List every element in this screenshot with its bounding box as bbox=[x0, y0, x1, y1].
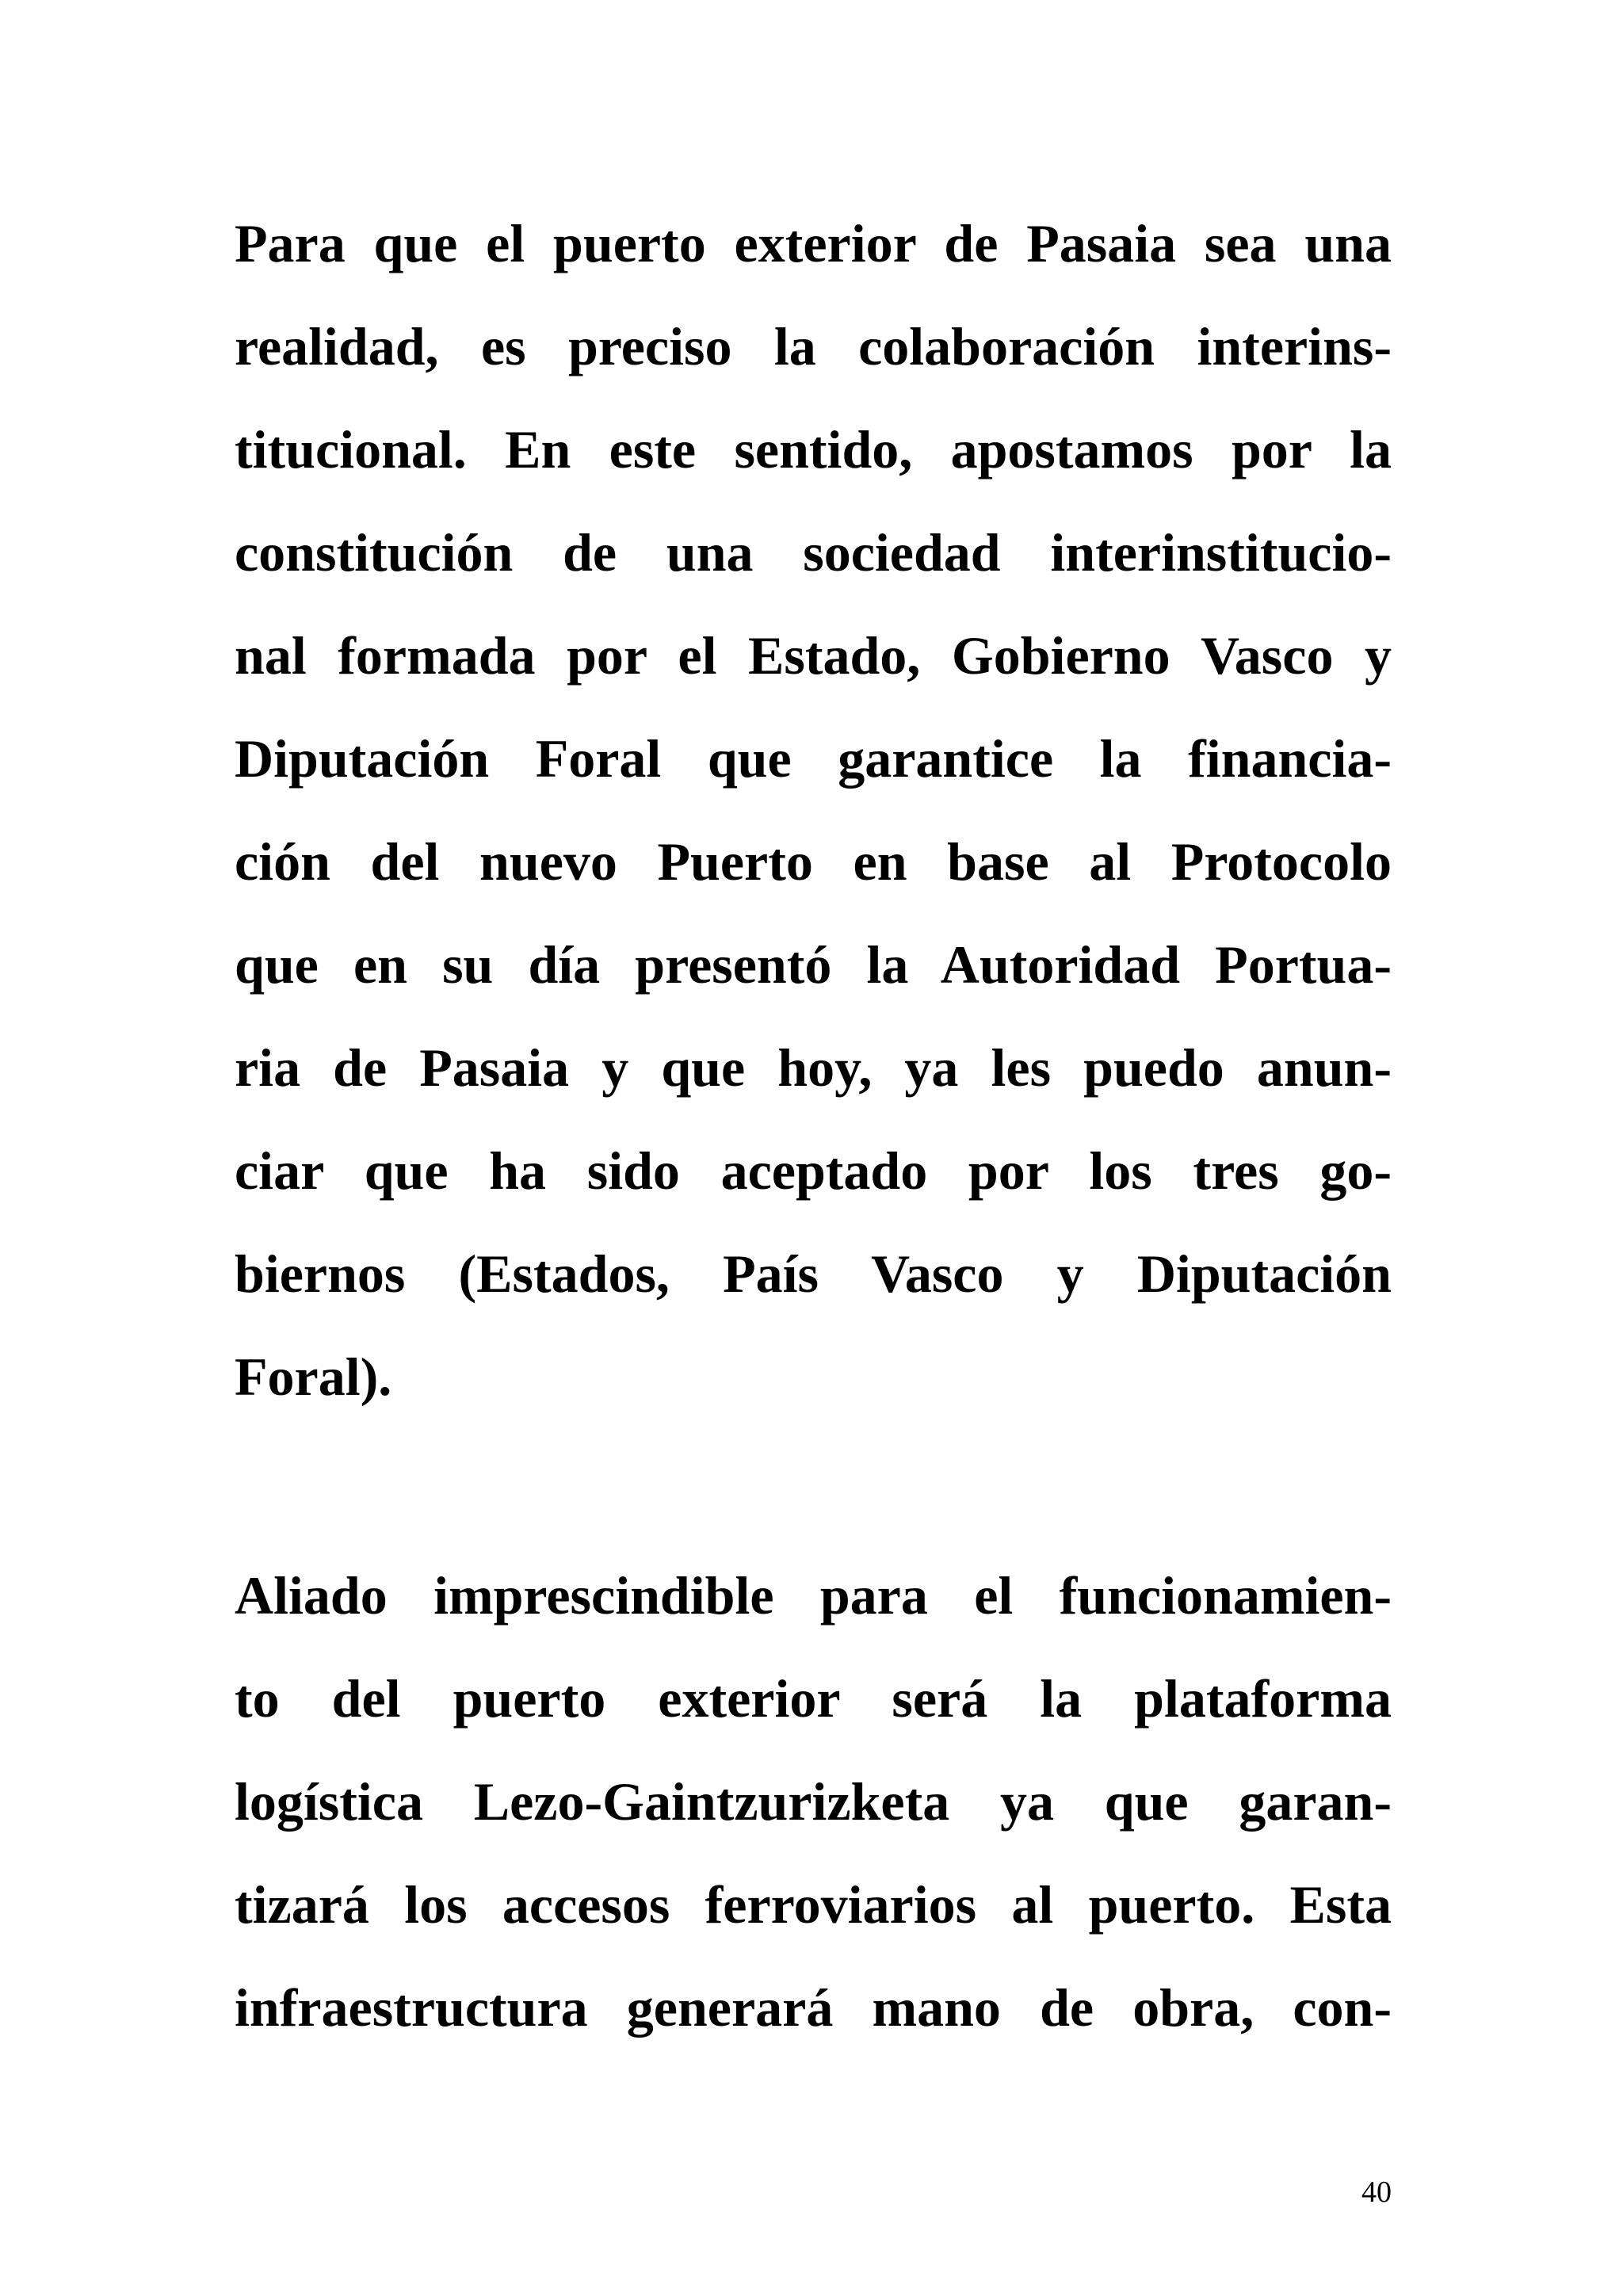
text-line: Foral). bbox=[235, 1347, 392, 1407]
text-line: biernos (Estados, País Vasco y Diputación bbox=[235, 1244, 1392, 1304]
text-line: to del puerto exterior será la plataforma bbox=[235, 1668, 1392, 1729]
text-line: ria de Pasaia y que hoy, ya les puedo anun- bbox=[235, 1037, 1392, 1098]
text-line: infraestructura generará mano de obra, con- bbox=[235, 1977, 1392, 2038]
text-line: Aliado imprescindible para el funcionamien- bbox=[235, 1565, 1392, 1626]
text-line: nal formada por el Estado, Gobierno Vasco y bbox=[235, 625, 1392, 686]
text-line: ción del nuevo Puerto en base al Protocolo bbox=[235, 831, 1392, 892]
text-line: Para que el puerto exterior de Pasaia sea una bbox=[235, 213, 1392, 273]
text-line: ciar que ha sido aceptado por los tres go- bbox=[235, 1140, 1392, 1201]
text-line: Diputación Foral que garantice la financia- bbox=[235, 728, 1392, 789]
text-line: tizará los accesos ferroviarios al puerto. Esta bbox=[235, 1874, 1392, 1935]
paragraph-puerto-exterior bbox=[235, 200, 1392, 1436]
text-line: titucional. En este sentido, apostamos por la bbox=[235, 419, 1392, 479]
text-line: que en su día presentó la Autoridad Portua- bbox=[235, 934, 1392, 995]
text-line: constitución de una sociedad interinstitucio- bbox=[235, 522, 1392, 583]
text-line: realidad, es preciso la colaboración interins- bbox=[235, 316, 1392, 376]
page-number: 40 bbox=[1361, 2176, 1392, 2209]
text-line: logística Lezo-Gaintzurizketa ya que garan- bbox=[235, 1771, 1392, 1832]
paragraph-plataforma-logistica bbox=[235, 1552, 1392, 2067]
